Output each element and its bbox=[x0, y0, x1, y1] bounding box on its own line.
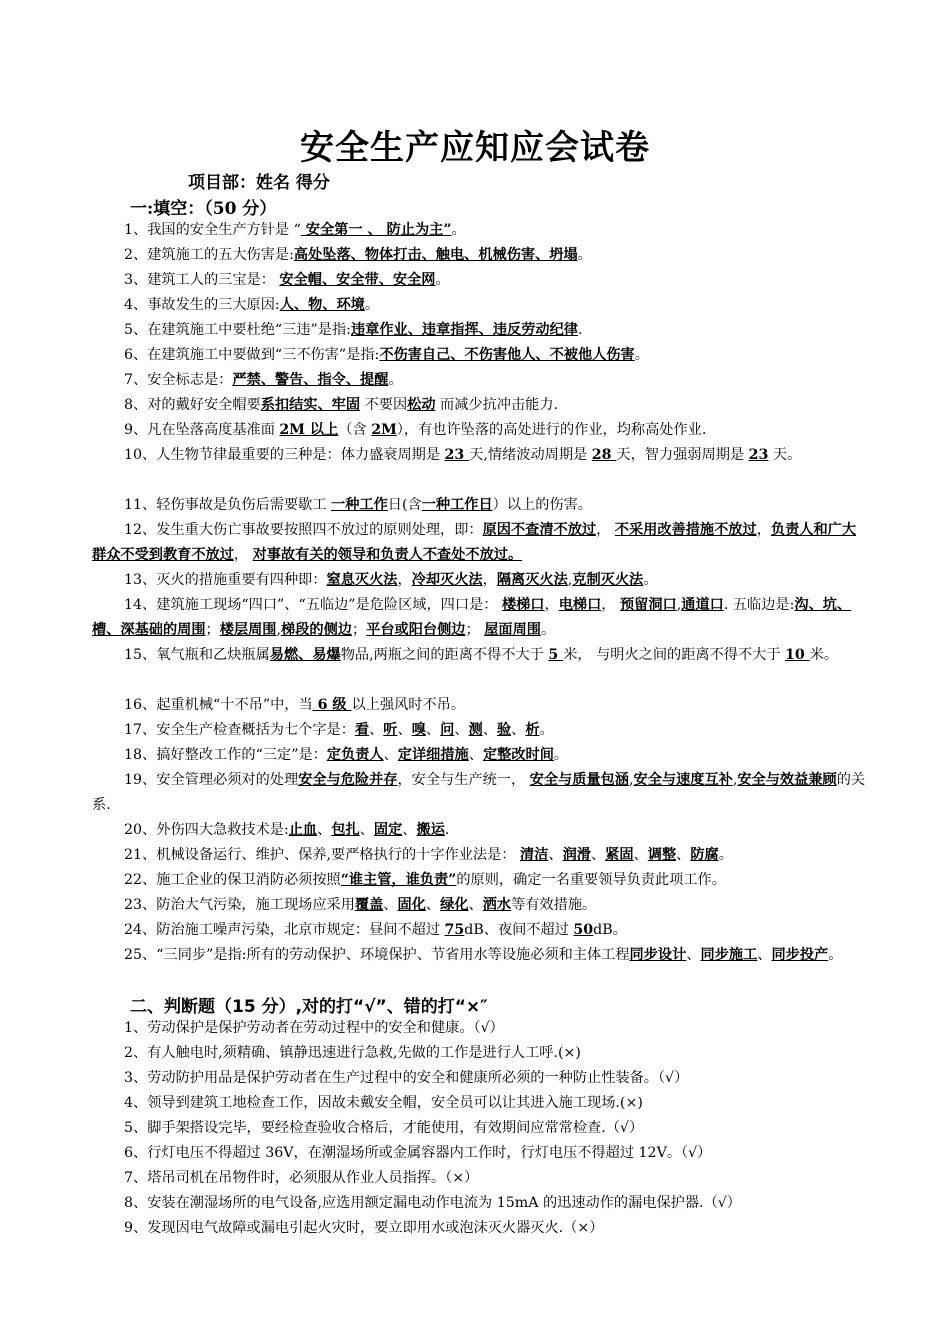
answer-text: 23 bbox=[748, 447, 769, 463]
question-text: 搞好整改工作的“三定”是： bbox=[156, 747, 327, 763]
question-text: 施工企业的保卫消防必须按照 bbox=[156, 872, 341, 888]
answer-text: 定详细措施 bbox=[397, 747, 469, 763]
question-text: 、 bbox=[369, 722, 384, 738]
question-number: 10、 bbox=[124, 447, 157, 463]
question-text: 不要因 bbox=[360, 397, 408, 413]
question-text: 的原则，确定一名重要领导负责此项工作。 bbox=[456, 872, 726, 888]
answer-text: 克制灭火法 bbox=[572, 572, 644, 588]
question-text: 灭火的措施重要有四种即： bbox=[156, 572, 327, 588]
page-title: 安全生产应知应会试卷 bbox=[300, 128, 650, 168]
question-text: , bbox=[276, 622, 281, 638]
answer-text: 松动 bbox=[407, 397, 436, 413]
answer-text: 不伤害自己、不伤害他人、不被他人伤害 bbox=[379, 347, 635, 363]
answer-text: 调整 bbox=[647, 847, 677, 863]
fill-question bbox=[92, 943, 866, 968]
true-false-item: 2、有人触电时,须精确、镇静迅速进行急救,先做的工作是进行人工呼.(×) bbox=[124, 1045, 581, 1061]
question-text: 防治施工噪声污染，北京市规定：昼间不超过 bbox=[156, 922, 445, 938]
question-text: ； bbox=[205, 622, 220, 638]
question-text: 日(含 bbox=[387, 497, 422, 513]
answer-text: 原因不查清不放过 bbox=[482, 522, 597, 538]
question-text: 天，智力强弱周期是 bbox=[616, 447, 749, 463]
question-text: 。 bbox=[435, 272, 450, 288]
answer-text: 5 bbox=[548, 647, 564, 663]
fill-question bbox=[92, 818, 866, 843]
question-number: 11、 bbox=[124, 497, 157, 513]
fill-question bbox=[92, 918, 866, 943]
fill-question bbox=[92, 693, 866, 718]
answer-text: 析 bbox=[525, 722, 540, 738]
section-heading-true-false: 二、判断题（15 分）,对的打“√”、错的打“×″ bbox=[130, 997, 488, 1017]
answer-text: 冷却灭火法 bbox=[411, 572, 483, 588]
question-text: 。 bbox=[643, 572, 658, 588]
fill-question bbox=[92, 768, 866, 818]
question-number: 6、 bbox=[124, 347, 148, 363]
answer-text: 隔离灭火法 bbox=[496, 572, 568, 588]
question-text: 、 bbox=[383, 747, 398, 763]
question-text: 。 bbox=[364, 297, 380, 313]
true-false-item: 3、劳动防护用品是保护劳动者在生产过程中的安全和健康所必须的一种防止性装备。（√） bbox=[124, 1070, 689, 1086]
question-text: 凡在坠落高度基准面 bbox=[147, 422, 280, 438]
answer-text: 10 bbox=[785, 647, 810, 663]
fill-question bbox=[92, 443, 866, 468]
question-text: 物品,两瓶之间的距离不得不大于 bbox=[340, 647, 549, 663]
question-text: ），有也许坠落的高处进行的作业，均称高处作业. bbox=[396, 422, 707, 438]
question-text: 。 bbox=[539, 722, 554, 738]
true-false-item: 1、劳动保护是保护劳动者在劳动过程中的安全和健康。（√） bbox=[124, 1020, 504, 1036]
question-text: , bbox=[629, 772, 634, 788]
question-text: 、 bbox=[468, 897, 483, 913]
question-text: ， bbox=[601, 597, 620, 613]
answer-text: 听 bbox=[383, 722, 398, 738]
question-text: 天。 bbox=[768, 447, 802, 463]
answer-text: 同步投产 bbox=[771, 947, 829, 963]
question-text: 、 bbox=[359, 822, 374, 838]
answer-text: 高处坠落、物体打击、触电、机械伤害、坍塌 bbox=[293, 247, 578, 263]
question-number: 20、 bbox=[124, 822, 157, 838]
answer-text: 安全帽、安全带、安全网 bbox=[279, 272, 436, 288]
question-text: 、 bbox=[425, 897, 441, 913]
answer-text: 紧固 bbox=[605, 847, 634, 863]
fill-question bbox=[92, 718, 866, 743]
answer-text: 平台或阳台侧边 bbox=[366, 622, 466, 638]
true-false-item: 6、行灯电压不得超过 36V，在潮湿场所或金属容器内工作时，行灯电压不得超过 12V。（√） bbox=[124, 1145, 712, 1161]
question-text: 发生重大伤亡事故要按照四不放过的原则处理，即： bbox=[156, 522, 483, 538]
answer-text: 验 bbox=[496, 722, 512, 738]
question-text: 、 bbox=[686, 947, 701, 963]
question-text: 等有效措施。 bbox=[511, 897, 597, 913]
fill-question bbox=[92, 518, 866, 568]
answer-text: 绿化 bbox=[440, 897, 469, 913]
fill-question bbox=[92, 743, 866, 768]
question-text: 、 bbox=[468, 747, 483, 763]
answer-text: 28 bbox=[591, 447, 617, 463]
question-text: 的关系. bbox=[92, 772, 866, 813]
question-number: 17、 bbox=[124, 722, 157, 738]
question-text: , bbox=[676, 597, 682, 613]
question-text: . bbox=[444, 822, 450, 838]
header-info: 项目部：姓名 得分 bbox=[188, 173, 330, 193]
question-number: 13、 bbox=[124, 572, 157, 588]
answer-text: 搬运 bbox=[416, 822, 445, 838]
question-text: ， bbox=[544, 597, 559, 613]
section-heading-fill: 一:填空：（50 分） bbox=[130, 199, 277, 219]
answer-text: 75 bbox=[444, 922, 465, 938]
true-false-item: 4、领导到建筑工地检查工作，因故未戴安全帽，安全员可以让其进入施工现场.(×) bbox=[124, 1095, 643, 1111]
question-text: “三同步”是指:所有的劳动保护、环境保护、节省用水等设施必须和主体工程 bbox=[156, 947, 630, 963]
answer-text: 负责人和广大群众不受到教育不放过 bbox=[92, 522, 857, 563]
question-text: 安全管理必须对的处理 bbox=[156, 772, 299, 788]
question-text: 。 bbox=[540, 622, 556, 638]
fill-question bbox=[92, 218, 866, 243]
answer-text: 屋面周围 bbox=[484, 622, 541, 638]
answer-text: 测 bbox=[468, 722, 483, 738]
question-text: ； bbox=[351, 622, 367, 638]
question-text: 建筑工人的三宝是： bbox=[147, 272, 280, 288]
answer-text: 对事故有关的领导和负责人不查处不放过。 bbox=[252, 547, 523, 563]
question-text: , bbox=[567, 572, 573, 588]
question-text: ； bbox=[465, 622, 485, 638]
question-text: 、 bbox=[402, 822, 417, 838]
answer-text: 2M 以上 bbox=[279, 422, 339, 438]
question-text: 氧气瓶和乙炔瓶属 bbox=[156, 647, 270, 663]
answer-text: 安全与质量包涵 bbox=[529, 772, 629, 788]
fill-question bbox=[92, 568, 866, 593]
question-text: 、 bbox=[548, 847, 563, 863]
answer-text: 楼梯口 bbox=[501, 597, 545, 613]
question-text: 、 bbox=[590, 847, 606, 863]
question-text: 安全标志是： bbox=[147, 372, 233, 388]
question-text: 以上强风时不吊。 bbox=[351, 697, 466, 713]
answer-text: 洒水 bbox=[482, 897, 512, 913]
question-number: 14、 bbox=[124, 597, 157, 613]
question-number: 9、 bbox=[124, 422, 148, 438]
answer-text: 包扎 bbox=[331, 822, 360, 838]
question-text: ， bbox=[233, 547, 253, 563]
question-text: 天,情绪波动周期是 bbox=[469, 447, 592, 463]
question-number: 2、 bbox=[124, 247, 148, 263]
question-number: 7、 bbox=[124, 372, 148, 388]
question-text: dB。 bbox=[593, 922, 627, 938]
question-text: 安全生产检查概括为七个字是： bbox=[156, 722, 355, 738]
answer-text: 嗅 bbox=[411, 722, 426, 738]
fill-question bbox=[92, 268, 866, 293]
question-text: 、 bbox=[676, 847, 691, 863]
question-text: 防治大气污染，施工现场应采用 bbox=[156, 897, 355, 913]
fill-question bbox=[92, 593, 866, 643]
answer-text: 安全第一 、 防止为主” bbox=[300, 222, 452, 238]
fill-question bbox=[92, 393, 866, 418]
answer-text: 2M bbox=[371, 422, 397, 438]
question-text: ）以上的伤害。 bbox=[492, 497, 592, 513]
question-text: 我国的安全生产方针是 “ bbox=[147, 222, 301, 238]
answer-text: “谁主管，谁负责” bbox=[340, 872, 457, 888]
answer-text: 窒息灭火法 bbox=[326, 572, 398, 588]
answer-text: 覆盖 bbox=[354, 897, 384, 913]
answer-text: 通道口 bbox=[681, 597, 724, 613]
answer-text: 防腐 bbox=[690, 847, 719, 863]
answer-text: 定整改时间 bbox=[482, 747, 554, 763]
question-text: 在建筑施工中要杜绝“三违”是指: bbox=[147, 322, 351, 338]
question-text: 、 bbox=[633, 847, 648, 863]
question-text: . 五临边是: bbox=[723, 597, 795, 613]
question-number: 4、 bbox=[124, 297, 148, 313]
answer-text: 一种工作 bbox=[331, 497, 388, 513]
question-text: 机械设备运行、维护、保养,要严格执行的十字作业法是： bbox=[156, 847, 520, 863]
question-text: 。 bbox=[634, 347, 649, 363]
question-number: 12、 bbox=[124, 522, 157, 538]
question-text: 人生物节律最重要的三种是：体力盛衰周期是 bbox=[156, 447, 445, 463]
answer-text: 系扣结实、牢固 bbox=[260, 397, 361, 413]
answer-text: 问 bbox=[440, 722, 455, 738]
question-text: , bbox=[732, 772, 738, 788]
question-number: 16、 bbox=[124, 697, 157, 713]
answer-text: 6 级 bbox=[312, 697, 352, 713]
question-number: 19、 bbox=[124, 772, 157, 788]
question-text: ， bbox=[482, 572, 497, 588]
question-text: 。 bbox=[718, 847, 733, 863]
question-number: 22、 bbox=[124, 872, 157, 888]
answer-text: 止血 bbox=[288, 822, 318, 838]
question-text: 、 bbox=[511, 722, 526, 738]
question-number: 23、 bbox=[124, 897, 157, 913]
question-number: 1、 bbox=[124, 222, 148, 238]
question-text: 、 bbox=[454, 722, 469, 738]
answer-text: 固化 bbox=[397, 897, 426, 913]
answer-text: 一种工作日 bbox=[421, 497, 493, 513]
question-text: 米， 与明火之间的距离不得不大于 bbox=[563, 647, 786, 663]
answer-text: 不采用改善措施不放过 bbox=[614, 522, 757, 538]
fill-question bbox=[92, 368, 866, 393]
answer-text: 梯段的侧边 bbox=[281, 622, 352, 638]
answer-text: 安全与速度互补 bbox=[633, 772, 733, 788]
answer-text: 23 bbox=[444, 447, 470, 463]
question-text: 轻伤事故是负伤后需要歇工 bbox=[156, 497, 332, 513]
question-number: 8、 bbox=[124, 397, 148, 413]
answer-text: 预留洞口 bbox=[619, 597, 677, 613]
question-number: 25、 bbox=[124, 947, 157, 963]
answer-text: 楼层周围 bbox=[219, 622, 277, 638]
answer-text: 定负责人 bbox=[326, 747, 384, 763]
question-text: 在建筑施工中要做到“三不伤害”是指: bbox=[147, 347, 380, 363]
question-text: 、 bbox=[425, 722, 441, 738]
question-text: 事故发生的三大原因: bbox=[147, 297, 280, 313]
answer-text: 电梯口 bbox=[558, 597, 602, 613]
question-text: 米。 bbox=[809, 647, 839, 663]
answer-text: 固定 bbox=[373, 822, 403, 838]
question-text: ，安全与生产统一， bbox=[397, 772, 530, 788]
question-text: 、 bbox=[757, 947, 772, 963]
question-number: 5、 bbox=[124, 322, 148, 338]
question-text: 、 bbox=[482, 722, 497, 738]
true-false-item: 9、发现因电气故障或漏电引起火灾时，要立即用水或泡沫灭火器灭火.（×） bbox=[124, 1220, 604, 1236]
answer-text: 违章作业、违章指挥、违反劳动纪律 bbox=[350, 322, 578, 338]
answer-text: 易燃、易爆 bbox=[269, 647, 341, 663]
question-number: 21、 bbox=[124, 847, 157, 863]
question-text: 、 bbox=[317, 822, 332, 838]
answer-text: 沟、坑、槽、深基础的周围 bbox=[92, 597, 852, 638]
fill-question bbox=[92, 868, 866, 893]
fill-question bbox=[92, 343, 866, 368]
true-false-item: 7、塔吊司机在吊物件时，必须服从作业人员指挥。（×） bbox=[124, 1170, 479, 1186]
answer-text: 严禁、警告、指令、提醒 bbox=[232, 372, 389, 388]
true-false-item: 5、脚手架搭设完毕，要经检查验收合格后，才能使用，有效期间应常常检查.（√） bbox=[124, 1120, 644, 1136]
fill-question bbox=[92, 893, 866, 918]
question-text: 建筑施工的五大伤害是: bbox=[147, 247, 294, 263]
question-text: 。 bbox=[388, 372, 403, 388]
question-text: 。 bbox=[553, 747, 569, 763]
fill-question bbox=[92, 493, 866, 518]
fill-question bbox=[92, 843, 866, 868]
question-text: 、 bbox=[383, 897, 398, 913]
answer-text: 同步设计 bbox=[629, 947, 687, 963]
question-text: 而减少抗冲击能力. bbox=[435, 397, 559, 413]
question-text: 外伤四大急救技术是: bbox=[156, 822, 289, 838]
question-text: 起重机械“十不吊”中，当 bbox=[156, 697, 313, 713]
fill-question bbox=[92, 243, 866, 268]
answer-text: 安全与效益兼顾 bbox=[737, 772, 837, 788]
question-number: 24、 bbox=[124, 922, 157, 938]
answer-text: 清洁 bbox=[519, 847, 549, 863]
question-text: 。 bbox=[451, 222, 466, 238]
true-false-item: 8、安装在潮湿场所的电气设备,应选用额定漏电动作电流为 15mA 的迅速动作的漏电保护器.（√） bbox=[124, 1195, 741, 1211]
fill-question bbox=[92, 418, 866, 443]
question-text: 对的戴好安全帽要 bbox=[147, 397, 261, 413]
question-text: 、 bbox=[397, 722, 412, 738]
answer-text: 50 bbox=[573, 922, 594, 938]
question-text: 。 bbox=[577, 247, 592, 263]
fill-question bbox=[92, 293, 866, 318]
question-text: ， bbox=[596, 522, 615, 538]
question-text: （含 bbox=[338, 422, 372, 438]
question-number: 3、 bbox=[124, 272, 148, 288]
fill-question bbox=[92, 318, 866, 343]
fill-question bbox=[92, 643, 866, 668]
question-number: 18、 bbox=[124, 747, 157, 763]
answer-text: 润滑 bbox=[562, 847, 591, 863]
question-text: dB、夜间不超过 bbox=[464, 922, 574, 938]
question-text: ， bbox=[756, 522, 771, 538]
answer-text: 同步施工 bbox=[700, 947, 758, 963]
answer-text: 安全与危险并存 bbox=[298, 772, 398, 788]
question-text: 建筑施工现场“四口”、“五临边”是危险区域，四口是： bbox=[156, 597, 502, 613]
question-text: 。 bbox=[828, 947, 843, 963]
question-number: 15、 bbox=[124, 647, 157, 663]
answer-text: 人、物、环境 bbox=[279, 297, 365, 313]
question-text: . bbox=[577, 322, 583, 338]
question-text: ， bbox=[397, 572, 412, 588]
answer-text: 看 bbox=[354, 722, 370, 738]
